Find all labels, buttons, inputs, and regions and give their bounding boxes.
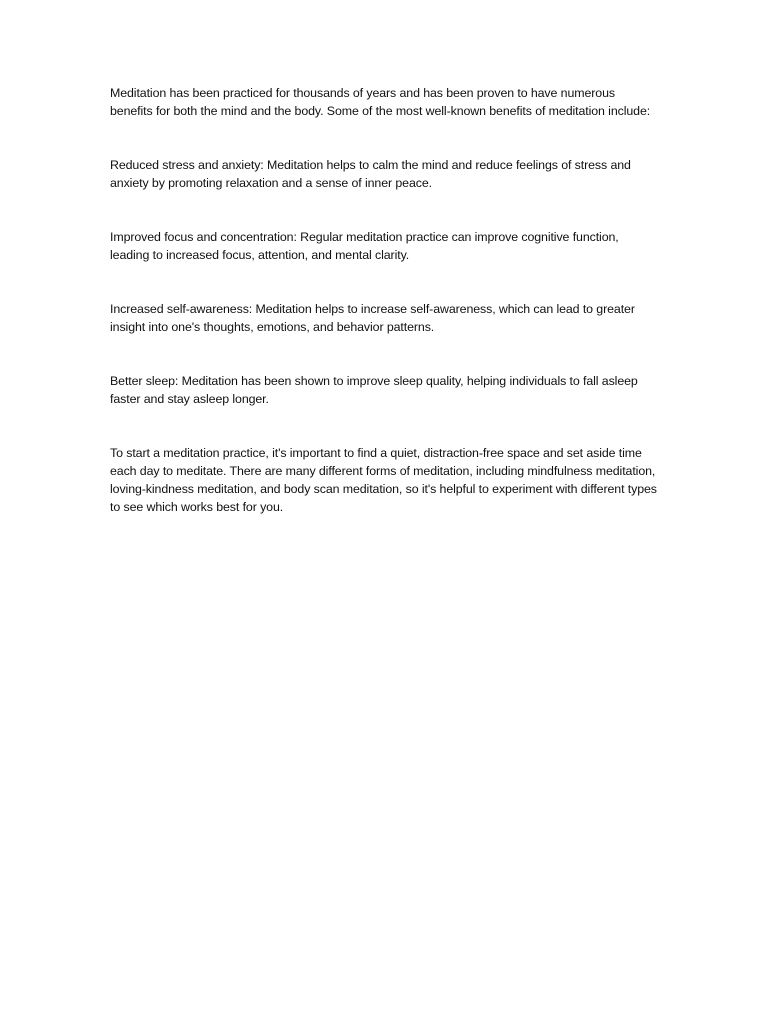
document-body: [110, 84, 658, 552]
benefit-stress-paragraph: Reduced stress and anxiety: Meditation helps to calm the mind and reduce feelings of stress and anxiety by promoting relaxation and a sense of inner peace.: [110, 158, 631, 190]
benefit-sleep-paragraph: Better sleep: Meditation has been shown to improve sleep quality, helping individuals to fall asleep faster and stay asleep longer.: [110, 374, 638, 406]
intro-paragraph: Meditation has been practiced for thousands of years and has been proven to have numerous benefits for both the mind and the body. Some of the most well-known benefits of meditation include:: [110, 86, 651, 118]
closing-paragraph: To start a meditation practice, it's important to find a quiet, distraction-free space and set aside time each day to meditate. There are many different forms of meditation, including mindfulness meditation, loving-kindness meditation, and body scan meditation, so it's helpful to experiment with different types to see which works best for you.: [110, 446, 657, 514]
benefit-awareness-paragraph: Increased self-awareness: Meditation helps to increase self-awareness, which can lead to greater insight into one's thoughts, emotions, and behavior patterns.: [110, 302, 635, 334]
benefit-focus-paragraph: Improved focus and concentration: Regular meditation practice can improve cognitive function, leading to increased focus, attention, and mental clarity.: [110, 230, 619, 262]
